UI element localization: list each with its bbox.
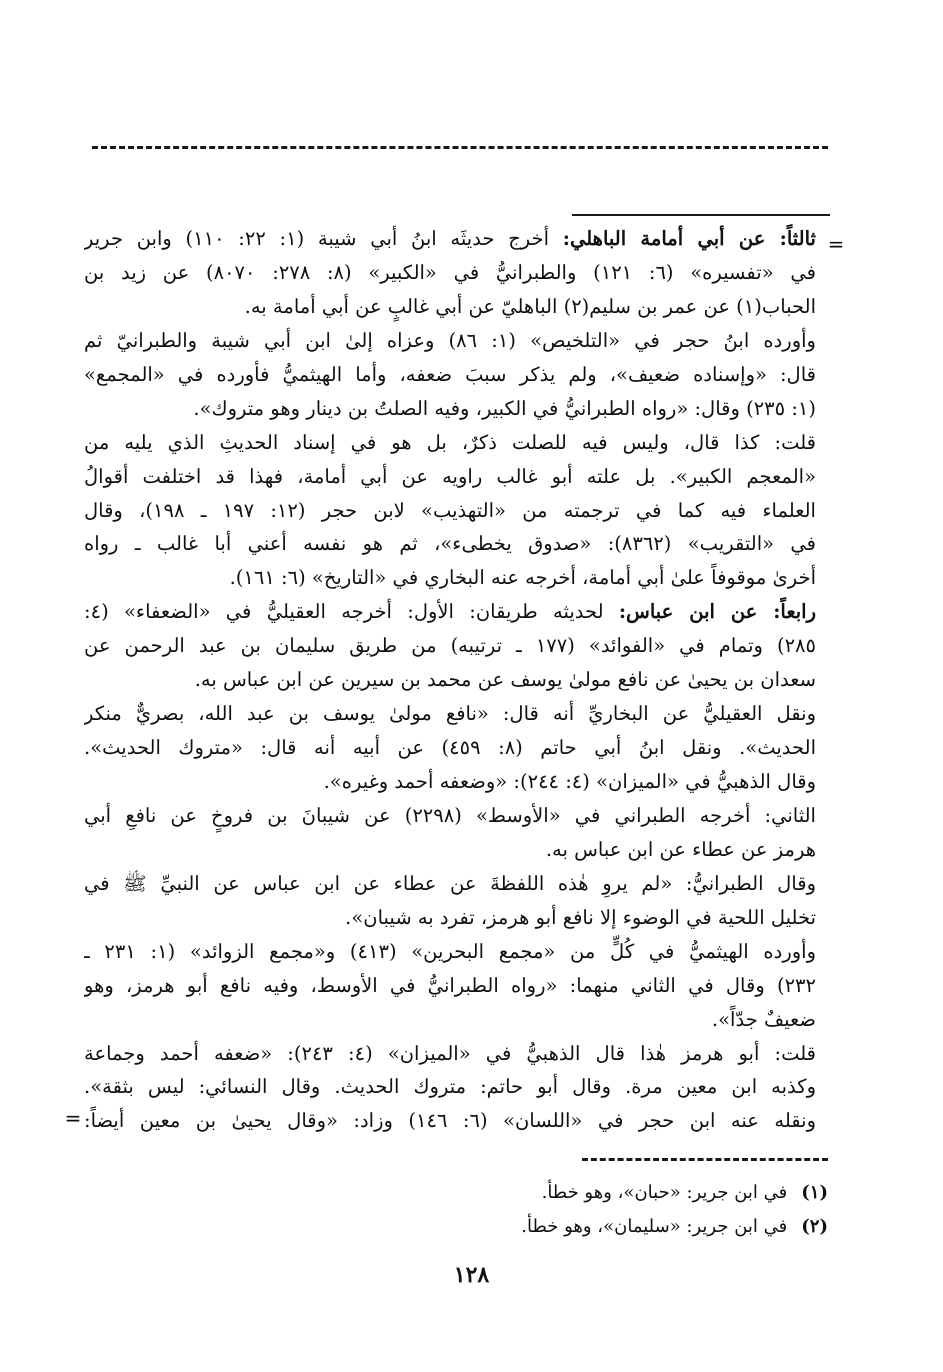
continuation-mark-start: = bbox=[827, 232, 845, 256]
text-line-10: في «التقريب» (٨٣٦٢): «صدوق يخطىء»، ثم هو نفسه أعني أبا غالب ـ رواه bbox=[84, 532, 816, 556]
text-line-3: الحباب(١) عن عمر بن سليم(٢) الباهليّ عن أبي غالبٍ عن أبي أمامة به. bbox=[244, 294, 816, 318]
text-line-11: أخرىٰ موقوفاً علىٰ أبي أمامة، أخرجه عنه البخاري في «التاريخ» (٦: ١٦١). bbox=[229, 566, 816, 590]
text-line-21: تخليل اللحية في الوضوء إلا نافع أبو هرمز، تفرد به شيبان». bbox=[345, 905, 816, 929]
text-line-7: قلت: كذا قال، وليس فيه للصلت ذكرٌ، بل هو في إسناد الحديثِ الذي يليه من bbox=[84, 430, 816, 454]
page-number: ١٢٨ bbox=[453, 1262, 490, 1288]
text-line-22: وأورده الهيثميُّ في كُلٍّ من «مجمع البحرين» (٤١٣) و«مجمع الزوائد» (١: ٢٣١ ـ bbox=[84, 939, 816, 963]
continuation-mark-end: = bbox=[64, 1106, 82, 1130]
footnote-number: (١) bbox=[801, 1182, 828, 1203]
text-line-26: وكذبه ابن معين مرة. وقال أبو حاتم: متروك الحديث. وقال النسائي: ليس بثقة». bbox=[84, 1075, 816, 1099]
section-heading-third: ثالثاً: عن أبي أمامة الباهلي: bbox=[562, 227, 816, 250]
footnote-text: في ابن جرير: «حبان»، وهو خطأ. bbox=[541, 1182, 788, 1203]
text-line-1: ثالثاً: عن أبي أمامة الباهلي: أخرج حديثَه ابنُ أبي شيبة (١: ٢٢: ١١٠) وابن جرير bbox=[84, 227, 816, 250]
top-dashed-rule bbox=[92, 146, 828, 149]
text-line-23: ٢٣٢) وقال في الثاني منهما: «رواه الطبرانيُّ في الأوسط، وفيه نافع أبو هرمز، وهو bbox=[84, 973, 816, 997]
text-line-5: قال: «وإسناده ضعيف»، ولم يذكر سببَ ضعفه، وأما الهيثميُّ فأورده في «المجمع» bbox=[84, 362, 816, 386]
text-line-8: «المعجم الكبير». بل علته أبو غالب راويه عن أبي أمامة، فهذا قد اختلفت أقوالُ bbox=[84, 464, 816, 488]
footnote-number: (٢) bbox=[801, 1216, 828, 1237]
footnote-2 bbox=[300, 1210, 828, 1244]
text-line-19: هرمز عن عطاء عن ابن عباس به. bbox=[545, 837, 816, 861]
continuation-rule bbox=[572, 214, 830, 216]
text-line-12: رابعاً: عن ابن عباس: لحديثه طريقان: الأول: أخرجه العقيليُّ في «الضعفاء» (٤: bbox=[84, 600, 816, 624]
section-heading-fourth: رابعاً: عن ابن عباس: bbox=[618, 600, 816, 624]
text-line-27: ونقله عنه ابن حجر في «اللسان» (٦: ١٤٦) وزاد: «وقال يحيىٰ بن معين أيضاً: bbox=[84, 1109, 816, 1133]
text-line-9: العلماء فيه كما في ترجمته من «التهذيب» لابن حجر (١٢: ١٩٧ ـ ١٩٨)، وقال bbox=[84, 498, 816, 522]
text-line-17: وقال الذهبيُّ في «الميزان» (٤: ٢٤٤): «وضعفه أحمد وغيره». bbox=[323, 770, 816, 793]
text-line-20: وقال الطبرانيُّ: «لم يروِ هٰذه اللفظةَ عن عطاء عن ابن عباس عن النبيِّ ﷺ في bbox=[84, 871, 816, 895]
text-line-4: وأورده ابنُ حجر في «التلخيص» (١: ٨٦) وعزاه إلىٰ ابن أبي شيبة والطبرانيّ ثم bbox=[84, 328, 816, 352]
text-line-6: (١: ٢٣٥) وقال: «رواه الطبرانيُّ في الكبير، وفيه الصلتُ بن دينار وهو متروك». bbox=[193, 396, 816, 420]
text-line-25: قلت: أبو هرمز هٰذا قال الذهبيُّ في «الميزان» (٤: ٢٤٣): «ضعفه أحمد وجماعة bbox=[84, 1041, 816, 1065]
text-line-16: الحديث». ونقل ابنُ أبي حاتم (٨: ٤٥٩) عن أبيه أنه قال: «متروك الحديث». bbox=[84, 736, 816, 760]
text-line-2: في «تفسيره» (٦: ١٢١) والطبرانيُّ في «الكبير» (٨: ٢٧٨: ٨٠٧٠) عن زيد بن bbox=[84, 260, 816, 284]
main-text bbox=[84, 222, 816, 1138]
text-line-15: ونقل العقيليُّ عن البخاريِّ أنه قال: «نافع مولىٰ يوسف بن عبد الله، بصريٌّ منكر bbox=[84, 702, 816, 726]
footnote-1 bbox=[300, 1176, 828, 1210]
text-line-18: الثاني: أخرجه الطبراني في «الأوسط» (٢٢٩٨) عن شيبانَ بن فروخٍ عن نافعِ أبي bbox=[84, 803, 816, 827]
footnote-text: في ابن جرير: «سليمان»، وهو خطأ. bbox=[521, 1216, 788, 1237]
text-line-14: سعدان بن يحيىٰ عن نافع مولىٰ يوسف عن محمد بن سيرين عن ابن عباس به. bbox=[194, 668, 816, 692]
footnotes bbox=[300, 1176, 828, 1244]
footnote-dashed-rule bbox=[582, 1158, 828, 1161]
text-line-13: ٢٨٥) وتمام في «الفوائد» (١٧٧ ـ ترتيبه) من طريق سليمان بن عبد الرحمن عن bbox=[84, 634, 816, 658]
text-line-24: ضعيفٌ جدّاً». bbox=[711, 1007, 816, 1031]
